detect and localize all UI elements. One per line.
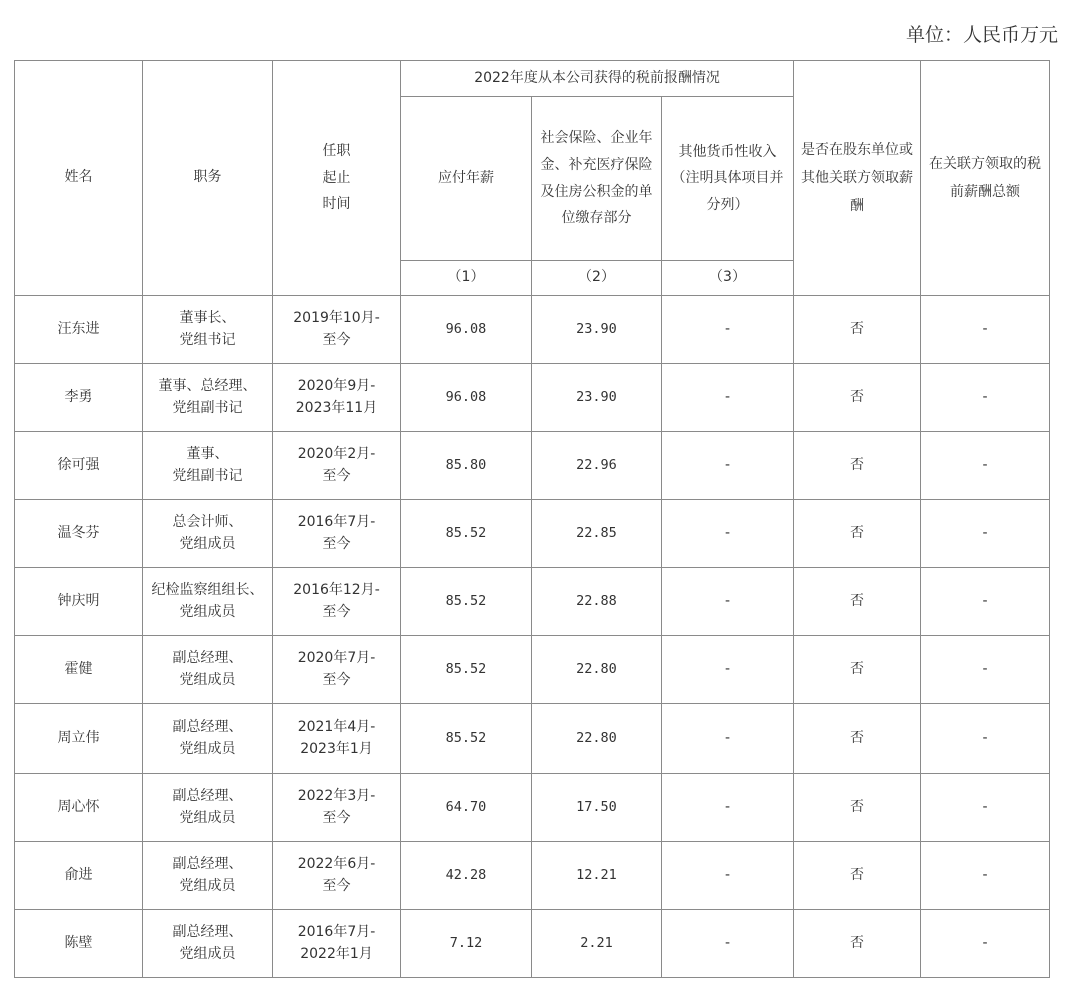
cell-text: 22.80 [576, 661, 617, 678]
table-row [15, 774, 1050, 842]
cell-text: 党组副书记 [172, 399, 243, 416]
cell-text: 党组成员 [179, 809, 236, 826]
cell-text: - [724, 866, 731, 883]
cell-text: 至今 [322, 535, 351, 552]
cell-text: - [982, 388, 988, 405]
cell-text: 2023年11月 [295, 399, 378, 416]
compensation-table [14, 60, 1050, 978]
cell-social [532, 568, 662, 636]
cell-text: 22.88 [576, 593, 617, 610]
cell-text: 17.50 [576, 799, 617, 816]
cell-text: 7.12 [449, 935, 483, 952]
cell-text: 否 [850, 660, 865, 677]
cell-text: 2019年10月- [293, 309, 380, 326]
cell-text: 钟庆明 [57, 592, 100, 609]
cell-name [15, 364, 143, 432]
table-row [15, 568, 1050, 636]
cell-text: 副总经理、 [172, 923, 243, 940]
cell-salary [401, 774, 532, 842]
cell-text: 85.52 [445, 525, 487, 542]
cell-text: 2021年4月- [297, 718, 376, 735]
cell-other [662, 500, 794, 568]
header-term-line: 起止 [322, 169, 351, 186]
cell-text: 2016年12月- [293, 581, 380, 598]
cell-text: 12.21 [576, 867, 617, 884]
table-row [15, 500, 1050, 568]
cell-text: 85.52 [445, 730, 487, 747]
header-name: 姓名 [15, 61, 143, 296]
cell-social [532, 636, 662, 704]
table-row [15, 364, 1050, 432]
cell-shareholder [794, 910, 921, 978]
cell-text: 22.80 [576, 730, 617, 747]
cell-related [921, 842, 1050, 910]
cell-text: 李勇 [64, 388, 93, 405]
cell-term [273, 432, 401, 500]
cell-text: - [724, 729, 731, 746]
cell-text: 副总经理、 [172, 855, 243, 872]
cell-position [143, 910, 273, 978]
cell-other [662, 296, 794, 364]
cell-name [15, 636, 143, 704]
header-shareholder-paid: 是否在股东单位或其他关联方领取薪酬 [794, 61, 921, 296]
cell-text: 42.28 [445, 867, 487, 884]
cell-related [921, 500, 1050, 568]
cell-text: - [724, 456, 731, 473]
cell-text: - [982, 729, 988, 746]
cell-name [15, 704, 143, 774]
cell-text: 党组成员 [179, 740, 236, 757]
cell-text: 汪东进 [57, 320, 100, 337]
cell-shareholder [794, 636, 921, 704]
cell-other [662, 774, 794, 842]
cell-text: 纪检监察组组长、 [151, 581, 264, 598]
cell-text: 85.52 [445, 661, 487, 678]
cell-name [15, 774, 143, 842]
cell-text: - [982, 524, 988, 541]
cell-related [921, 636, 1050, 704]
cell-text: 副总经理、 [172, 718, 243, 735]
cell-other [662, 568, 794, 636]
cell-other [662, 636, 794, 704]
cell-name [15, 432, 143, 500]
cell-name [15, 842, 143, 910]
cell-text: 64.70 [445, 799, 487, 816]
cell-other [662, 842, 794, 910]
cell-social [532, 774, 662, 842]
cell-social [532, 704, 662, 774]
cell-text: - [982, 798, 988, 815]
cell-text: 2022年6月- [297, 855, 376, 872]
cell-text: 否 [850, 592, 865, 609]
header-col2: （2） [532, 261, 662, 296]
cell-text: 至今 [322, 467, 351, 484]
header-term-line: 任职 [322, 143, 351, 160]
cell-text: 2020年2月- [297, 445, 376, 462]
cell-position [143, 364, 273, 432]
cell-text: 陈壁 [64, 934, 93, 951]
header-other-income: 其他货币性收入（注明具体项目并分列） [662, 97, 794, 261]
table-row [15, 296, 1050, 364]
cell-text: - [982, 592, 988, 609]
cell-term [273, 704, 401, 774]
cell-social [532, 500, 662, 568]
cell-text: 否 [850, 866, 865, 883]
cell-position [143, 296, 273, 364]
cell-position [143, 704, 273, 774]
cell-text: 2023年1月 [300, 740, 373, 757]
table-row [15, 432, 1050, 500]
cell-text: 85.52 [445, 593, 487, 610]
cell-text: 徐可强 [57, 456, 100, 473]
cell-name [15, 500, 143, 568]
cell-text: 2020年9月- [297, 377, 376, 394]
cell-salary [401, 296, 532, 364]
cell-other [662, 432, 794, 500]
cell-text: 23.90 [576, 321, 617, 338]
cell-text: 2.21 [580, 935, 613, 952]
cell-text: 至今 [322, 331, 351, 348]
table-row [15, 842, 1050, 910]
header-group-title: 2022年度从本公司获得的税前报酬情况 [401, 61, 794, 97]
cell-shareholder [794, 364, 921, 432]
cell-text: 否 [850, 729, 865, 746]
cell-text: 96.08 [445, 389, 487, 406]
cell-text: 至今 [322, 809, 351, 826]
table-row [15, 704, 1050, 774]
cell-position [143, 568, 273, 636]
cell-position [143, 500, 273, 568]
cell-text: 董事、 [186, 445, 229, 462]
header-term [273, 61, 401, 296]
cell-related [921, 774, 1050, 842]
cell-text: 至今 [322, 877, 351, 894]
cell-social [532, 296, 662, 364]
cell-salary [401, 364, 532, 432]
cell-text: 否 [850, 798, 865, 815]
cell-shareholder [794, 296, 921, 364]
cell-text: 23.90 [576, 389, 617, 406]
cell-shareholder [794, 842, 921, 910]
cell-term [273, 364, 401, 432]
cell-related [921, 910, 1050, 978]
cell-text: 副总经理、 [172, 787, 243, 804]
cell-other [662, 704, 794, 774]
header-related-total: 在关联方领取的税前薪酬总额 [921, 61, 1050, 296]
cell-text: 党组成员 [179, 603, 236, 620]
cell-text: 周心怀 [57, 798, 100, 815]
cell-text: - [724, 592, 731, 609]
table-row [15, 636, 1050, 704]
cell-term [273, 842, 401, 910]
cell-other [662, 364, 794, 432]
cell-text: 至今 [322, 603, 351, 620]
cell-text: 董事长、 [179, 309, 236, 326]
cell-text: 2022年3月- [297, 787, 376, 804]
cell-term [273, 910, 401, 978]
cell-text: - [724, 388, 731, 405]
cell-other [662, 910, 794, 978]
cell-text: 副总经理、 [172, 649, 243, 666]
cell-text: 2016年7月- [297, 923, 376, 940]
header-term-line: 时间 [322, 196, 351, 213]
cell-text: 2016年7月- [297, 513, 376, 530]
cell-related [921, 364, 1050, 432]
cell-term [273, 500, 401, 568]
cell-text: 22.96 [576, 457, 617, 474]
cell-text: 温冬芬 [57, 524, 100, 541]
cell-text: - [982, 866, 988, 883]
cell-text: - [982, 320, 988, 337]
header-col1: （1） [401, 261, 532, 296]
cell-text: 否 [850, 934, 865, 951]
cell-text: 党组副书记 [172, 467, 243, 484]
cell-related [921, 568, 1050, 636]
header-row-1 [15, 61, 1050, 97]
cell-shareholder [794, 774, 921, 842]
cell-related [921, 432, 1050, 500]
cell-social [532, 842, 662, 910]
cell-position [143, 432, 273, 500]
cell-text: 否 [850, 524, 865, 541]
cell-shareholder [794, 432, 921, 500]
cell-salary [401, 636, 532, 704]
cell-text: - [724, 798, 731, 815]
cell-name [15, 296, 143, 364]
header-social-insurance: 社会保险、企业年金、补充医疗保险及住房公积金的单位缴存部分 [532, 97, 662, 261]
header-position: 职务 [143, 61, 273, 296]
cell-position [143, 774, 273, 842]
cell-salary [401, 568, 532, 636]
cell-text: 22.85 [576, 525, 617, 542]
cell-text: 否 [850, 388, 865, 405]
cell-text: 党组成员 [179, 671, 236, 688]
cell-term [273, 774, 401, 842]
cell-shareholder [794, 704, 921, 774]
cell-salary [401, 704, 532, 774]
cell-text: 否 [850, 320, 865, 337]
cell-social [532, 364, 662, 432]
cell-related [921, 296, 1050, 364]
cell-social [532, 910, 662, 978]
header-col3: （3） [662, 261, 794, 296]
cell-related [921, 704, 1050, 774]
cell-text: 周立伟 [57, 729, 100, 746]
cell-text: - [724, 660, 731, 677]
cell-text: 总会计师、 [172, 513, 243, 530]
cell-name [15, 568, 143, 636]
cell-text: - [724, 320, 731, 337]
cell-text: - [982, 456, 988, 473]
cell-position [143, 842, 273, 910]
header-annual-salary: 应付年薪 [401, 97, 532, 261]
table-row [15, 910, 1050, 978]
cell-text: 霍健 [64, 660, 93, 677]
cell-text: 96.08 [445, 321, 487, 338]
cell-term [273, 568, 401, 636]
cell-text: 2022年1月 [300, 945, 373, 962]
cell-text: - [724, 524, 731, 541]
cell-term [273, 636, 401, 704]
cell-text: 董事、总经理、 [158, 377, 257, 394]
cell-text: - [982, 934, 988, 951]
cell-salary [401, 500, 532, 568]
cell-social [532, 432, 662, 500]
cell-shareholder [794, 500, 921, 568]
cell-text: 至今 [322, 671, 351, 688]
cell-text: 俞进 [64, 866, 93, 883]
cell-text: 否 [850, 456, 865, 473]
unit-label: 单位：人民币万元 [905, 24, 1058, 46]
cell-text: - [982, 660, 988, 677]
cell-shareholder [794, 568, 921, 636]
cell-text: 85.80 [445, 457, 487, 474]
cell-text: 党组成员 [179, 535, 236, 552]
cell-salary [401, 432, 532, 500]
cell-text: - [724, 934, 731, 951]
cell-name [15, 910, 143, 978]
cell-salary [401, 842, 532, 910]
cell-term [273, 296, 401, 364]
cell-text: 2020年7月- [297, 649, 376, 666]
cell-position [143, 636, 273, 704]
cell-text: 党组成员 [179, 945, 236, 962]
cell-salary [401, 910, 532, 978]
cell-text: 党组成员 [179, 877, 236, 894]
cell-text: 党组书记 [179, 331, 236, 348]
